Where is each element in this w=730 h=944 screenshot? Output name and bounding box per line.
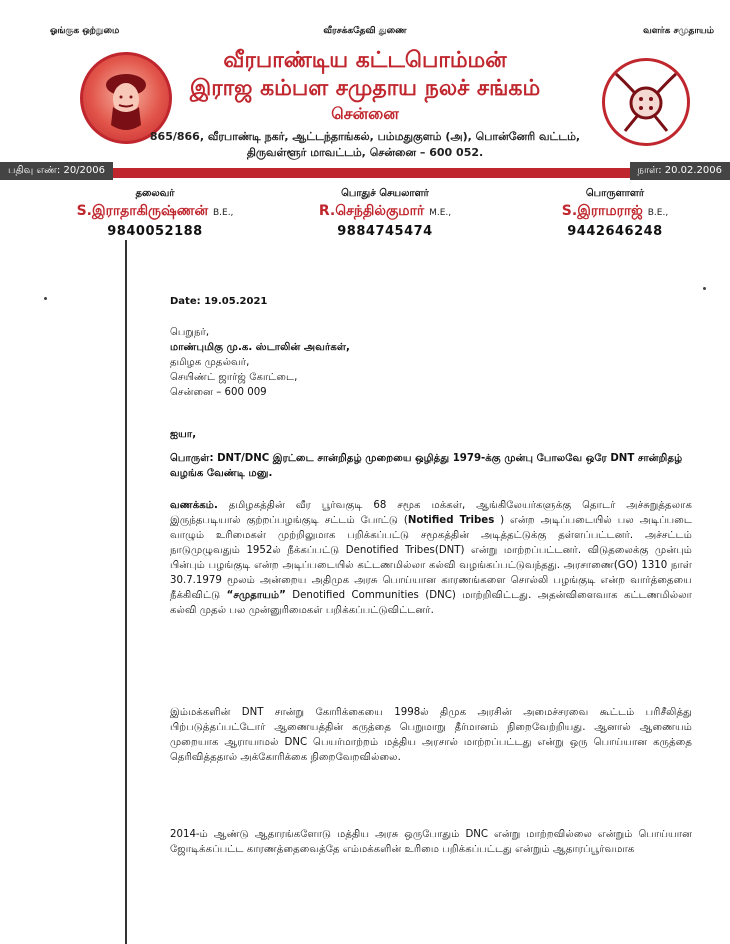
paragraph-1 bbox=[170, 498, 692, 618]
officer-phone: 9442646248 bbox=[567, 224, 663, 239]
officer-general-secretary bbox=[270, 188, 500, 239]
margin-rule bbox=[125, 240, 127, 944]
motto-center: வீரசக்கதேவி துணை bbox=[323, 26, 407, 36]
officer-degree: B.E., bbox=[647, 208, 669, 218]
recipient-name: மாண்புமிகு மு.க. ஸ்டாலின் அவர்கள், bbox=[170, 342, 350, 353]
letter-date: Date: 19.05.2021 bbox=[170, 296, 268, 307]
motto-left: ஓங்குக ஒற்றுமை bbox=[50, 26, 120, 36]
scan-speck bbox=[703, 287, 706, 290]
officer-role: பொதுச் செயலாளர் bbox=[341, 188, 429, 199]
paragraph-1-part-c: Denotified Communities (DNC) மாற்றிவிட்டது. அதன்விளைவாக கட்டணமில்லா கல்வி முதல் பல முன்னுரிமைகள் பறிக்கப்பட்டுவிட்டனர். bbox=[170, 590, 693, 616]
org-name-line2: இராஜ கம்பள சமுதாய நலச் சங்கம் bbox=[189, 76, 541, 101]
officer-degree: M.E., bbox=[429, 208, 452, 218]
registration-number: பதிவு எண்: 20/2006 bbox=[0, 162, 113, 180]
paragraph-1-part-b: ) என்ற அடிப்படையில் பல அடிப்படை வாழும் உரிமைகள் முற்றிலுமாக பறிக்கப்பட்டு சமூகத்தின் அடித்தட்டுக்கு தள்ளப்பட்டனர். அச்சட்டம் நாடுமுழுவதும் 1952ல் நீக்கப்பட்டு Denotified Tribes(DNT) என்று மாற்றப்பட்டனர். விடுதலைக்கு முன்பும் பின்பும் பழங்குடி என்ற அடிப்படையில் கட்டணமில்லா கல்வி வழங்கப்பட்டுவந்தது. அரசாணை(GO) 1310 நாள் 30.7.1979 மூலம் அன்றைய அதிமுக அரசு பொய்யான காரணங்களை சொல்லி பழங்குடி என்ற வார்த்தையை நீக்கிவிட்டு bbox=[170, 515, 693, 601]
paragraph-2: இம்மக்களின் DNT சான்று கோரிக்கையை 1998ல் திமுக அரசின் அமைச்சரவை கூட்டம் பரிசீலித்து பிற்படுத்தப்பட்டோர் ஆணையத்தின் கருத்தை பெறுமாறு தீர்மானம் நிறைவேற்றியது. ஆனால் ஆணையம் முறையாக ஆராயாமல் DNC பெயர்மாற்றம் மத்திய அரசால் மாற்றப்பட்டது என்று ஒரு பொய்யான கருத்தை தெரிவித்ததால் அக்கோரிக்கை நிறைவேறவில்லை. bbox=[170, 707, 692, 763]
registration-band bbox=[0, 162, 730, 180]
address-line1: 865/866, வீரபாண்டி நகர், ஆட்டந்தாங்கல், பம்மதுகுளம் (அ), பொன்னேரி வட்டம், bbox=[149, 130, 581, 143]
officer-degree: B.E., bbox=[212, 208, 234, 218]
motto-right: வளர்க சமுதாயம் bbox=[643, 26, 714, 36]
notified-tribes-term: Notified Tribes bbox=[407, 515, 495, 526]
officer-name-line bbox=[500, 203, 730, 221]
officer-phone: 9884745474 bbox=[337, 224, 433, 239]
recipient-city: சென்னை – 600 009 bbox=[170, 387, 267, 398]
recipient-block bbox=[170, 325, 692, 400]
officer-name-line bbox=[270, 203, 500, 221]
officer-name: R.செந்தில்குமார் bbox=[318, 203, 425, 219]
officer-name: S.இராதாகிருஷ்ணன் bbox=[76, 203, 209, 219]
greeting: வணக்கம். bbox=[170, 500, 218, 511]
officer-name: S.இராமராஜ் bbox=[561, 203, 643, 219]
officer-name-line bbox=[40, 203, 270, 221]
scan-speck bbox=[44, 297, 47, 300]
registration-date: நாள்: 20.02.2006 bbox=[630, 162, 730, 180]
samudhayam-term: “சமுதாயம்” bbox=[226, 590, 286, 601]
org-city: சென்னை bbox=[331, 104, 399, 123]
officer-treasurer bbox=[500, 188, 730, 239]
paragraph-1-part-a: தமிழகத்தின் வீர பூர்வகுடி 68 சமூக மக்கள், ஆங்கிலேயர்களுக்கு தொடர் அச்சுறுத்தலாக இருந்தபடியால் குற்றப்பழங்குடி சட்டம் போட்டு ( bbox=[170, 500, 692, 526]
officer-role: தலைவர் bbox=[135, 188, 175, 199]
letter-subject: பொருள்: DNT/DNC இரட்டை சான்றிதழ் முறையை ஒழித்து 1979-க்கு முன்பு போலவே ஒரே DNT சான்றிதழ் வழங்க வேண்டி மனு. bbox=[170, 453, 683, 479]
officer-president bbox=[40, 188, 270, 239]
recipient-address: செயிண்ட் ஜார்ஜ் கோட்டை, bbox=[170, 372, 298, 383]
recipient-label: பெறுநர், bbox=[170, 327, 210, 338]
address-line2: திருவள்ளூர் மாவட்டம், சென்னை – 600 052. bbox=[246, 146, 484, 159]
salutation: ஐயா, bbox=[170, 429, 197, 440]
officer-role: பொருளாளர் bbox=[585, 188, 645, 199]
paragraph-3: 2014-ம் ஆண்டு ஆதாரங்களோடு மத்திய அரசு ஒருபோதும் DNC என்று மாற்றவில்லை என்றும் பொய்யான ஜோடிக்கப்பட்ட காரணத்தைவைத்தே எம்மக்களின் உரிமை பறிக்கப்பட்டது என்றும் ஆதாரப்பூர்வமாக bbox=[170, 829, 692, 855]
org-name-line1: வீரபாண்டிய கட்டபொம்மன் bbox=[223, 48, 507, 73]
recipient-title: தமிழக முதல்வர், bbox=[170, 357, 250, 368]
officer-phone: 9840052188 bbox=[107, 224, 203, 239]
